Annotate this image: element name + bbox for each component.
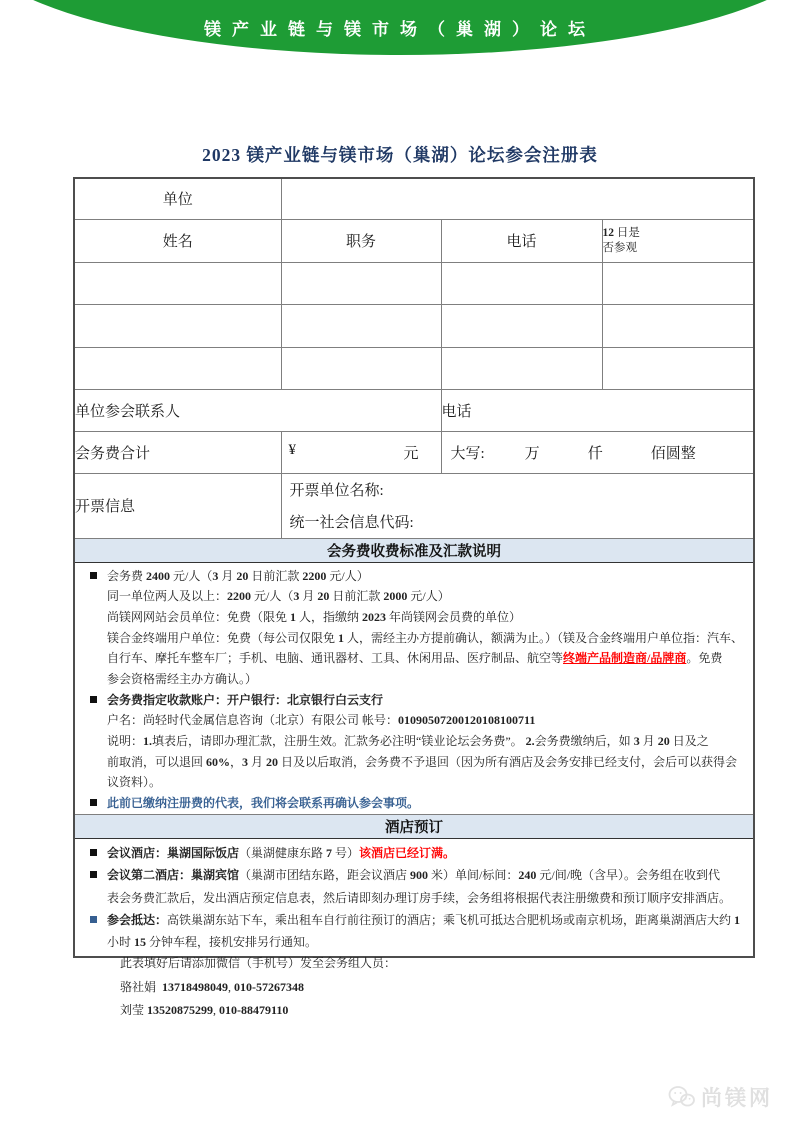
square-bullet-icon [90,916,97,923]
bullet-line [75,909,753,931]
banner-title: 镁产业链与镁市场（巢湖）论坛 [204,20,596,39]
text-segment: 会务费 2400 元/人（3 月 20 日前汇款 2200 元/人） [107,568,369,583]
text-segment: 会议第二酒店：巢湖宾馆 [107,868,240,883]
number-text: 3 [293,589,300,604]
text-segment: 前取消，可以退回 60%，3 月 20 日及以后取消，会务费不予退回（因为所有酒店及会务安排已经支付，会后可以获得会 [107,754,738,769]
text-line [75,710,753,731]
number-text: 240 [518,868,537,883]
number-text: 2. [525,734,535,748]
text-line [75,648,753,669]
hotel-section-body-row [74,838,754,957]
hotel-section-header-row [74,814,754,838]
number-text: 7 [326,845,333,860]
phone-input-cell[interactable] [441,347,602,389]
text-segment: 议资料）。 [107,775,162,790]
number-text: 2400 [146,568,171,583]
text-line [120,976,396,1000]
title-input-cell[interactable] [281,347,441,389]
name-input-cell[interactable] [74,304,281,347]
square-bullet-icon [90,849,97,856]
number-text: 20 [236,568,249,583]
text-segment: 小时 15 分钟车程，接机安排另行通知。 [107,935,318,950]
text-line [603,241,754,256]
fee-section-body [74,562,754,814]
title-header-cell: 职务 [281,219,441,262]
unit-label-cell: 单位 [74,178,281,219]
number-text: 2200 [302,568,327,583]
square-bullet-icon [90,696,97,703]
text-line [75,887,753,909]
footer-contact-block [120,952,396,1023]
hotel-section-header: 酒店预订 [74,814,754,838]
number-text: 010-88479110 [219,1003,289,1017]
number-text: 13718498049 [162,979,229,994]
text-line [75,669,753,690]
attendee-row [74,304,754,347]
text-segment: 高铁巢湖东站下车，乘出租车自行前往预订的酒店；乘飞机可抵达合肥机场或南京机场，距离巢湖酒店大约 1 [167,912,741,927]
text-line [120,952,396,976]
text-segment: （巢湖市团结东路，距会议酒店 900 米）单间/标间：240 元/间/晚（含早）。会务组在收到代 [239,868,721,883]
caps-bai: 佰圆整 [650,445,696,462]
fee-section-body-row [74,562,754,814]
text-segment: 12 日是 [602,226,640,239]
top-banner [0,0,800,72]
text-segment: 否参观 [602,241,637,254]
square-bullet-icon [90,799,97,806]
phone-header-cell: 电话 [441,219,602,262]
number-text: 010-57267348 [234,979,305,994]
text-segment: 刘莹 13520875299, 010-88479110 [120,1003,289,1017]
text-segment: 会务费指定收款账户：开户银行：北京银行白云支行 [107,692,384,707]
attend-input-cell[interactable] [602,347,754,389]
number-text: 20 [317,589,330,604]
invoice-value-cell[interactable] [281,473,754,538]
text-line [75,731,753,752]
attendee-row [74,262,754,304]
fee-total-row [74,431,754,473]
text-line [75,772,753,793]
number-text: 2000 [383,589,408,604]
name-header-cell: 姓名 [74,219,281,262]
attendee-header-row [74,219,754,262]
contact-label-cell: 单位参会联系人 [74,389,441,431]
text-line [75,586,753,607]
text-segment: （巢湖健康东路 7 号） [239,845,360,860]
text-segment: 户名：尚轻时代金属信息咨询（北京）有限公司 帐号：01090507200120108100711 [107,713,536,728]
fee-total-label-cell: 会务费合计 [74,431,281,473]
invoice-code-label: 统一社会信息代码: [289,514,414,531]
text-line [120,999,396,1023]
hotel-lines [75,842,753,954]
attend-input-cell[interactable] [602,304,754,347]
invoice-label-cell: 开票信息 [74,473,281,538]
number-text: 3 [242,754,249,769]
text-line [75,607,753,628]
text-segment: 此表填好后请添加微信（手机号）发至会务组人员： [120,956,397,970]
caps-qian: 仟 [587,445,603,462]
hotel-section-body [74,838,754,957]
number-text: 1 [338,630,345,645]
bullet-line [75,566,753,587]
watermark-text: 尚镁网 [701,1087,773,1110]
number-text: 3 [212,568,219,583]
phone-input-cell[interactable] [441,304,602,347]
caps-label: 大写: [450,445,485,462]
attend-header-cell [602,219,754,262]
number-text: 1 [290,609,297,624]
number-text: 12 [602,226,614,239]
text-segment: 说明：1.填表后，请即办理汇款，注册生效。汇款务必注明“镁业论坛会务费”。 2.会务费缴纳后，如 3 月 20 日及之 [107,734,709,748]
text-segment: 自行车、摩托车整车厂；手机、电脑、通讯器材、工具、休闲用品、医疗制品、航空等 [107,651,564,666]
contact-phone-cell[interactable]: 电话 [441,389,754,431]
bullet-line [75,864,753,886]
watermark [668,1082,773,1112]
unit-value-cell[interactable] [281,178,754,219]
title-input-cell[interactable] [281,304,441,347]
bullet-line [75,690,753,711]
registration-table [73,177,755,958]
number-text: 3 [633,734,640,748]
number-text: 60% [206,754,231,769]
attendee-row [74,347,754,389]
name-input-cell[interactable] [74,262,281,304]
name-input-cell[interactable] [74,347,281,389]
text-line [75,931,753,953]
text-segment: 会议酒店：巢湖国际饭店 [107,845,240,860]
text-segment: 表会务费汇款后，发出酒店预定信息表，然后请即刻办理订房手续，会务组将根据代表注册缴费和预订顺序安排酒店。 [107,890,732,905]
fee-lines [75,566,753,814]
number-text: 13520875299 [147,1003,214,1017]
text-segment: 。免费 [686,651,723,666]
currency-unit: 元 [403,445,419,462]
text-segment: 参会资格需经主办方确认。） [107,671,258,686]
caps-wan: 万 [524,445,540,462]
number-text: 900 [410,868,429,883]
invoice-row [74,473,754,538]
fee-caps-cell[interactable] [441,431,754,473]
fee-section-header: 会务费收费标准及汇款说明 [74,538,754,562]
currency-symbol: ¥ [288,441,296,458]
bullet-line [75,842,753,864]
wechat-icon [668,1085,696,1109]
number-text: 01090507200120108100711 [398,713,536,728]
text-segment: 尚镁网网站会员单位：免费（限免 1 人，指缴纳 2023 年尚镁网会员费的单位） [107,609,522,624]
contact-row [74,389,754,431]
title-input-cell[interactable] [281,262,441,304]
text-segment: 镁合金终端用户单位：免费（每公司仅限免 1 人，需经主办方提前确认，额满为止。）（镁及合金终端用户单位指：汽车、 [107,630,744,645]
text-line [603,226,754,241]
page-title: 2023 镁产业链与镁市场（巢湖）论坛参会注册表 [202,145,598,165]
number-text: 20 [657,734,670,748]
text-segment: 终端产品制造商/品牌商 [563,651,687,666]
number-text: 2023 [362,609,387,624]
phone-input-cell[interactable] [441,262,602,304]
square-bullet-icon [90,572,97,579]
number-text: 2200 [227,589,252,604]
unit-row [74,178,754,219]
attend-input-cell[interactable] [602,262,754,304]
text-line [75,752,753,773]
fee-amount-cell[interactable] [281,431,441,473]
text-segment: 该酒店已经订满。 [359,845,456,860]
number-text: 1. [143,734,153,748]
number-text: 20 [266,754,279,769]
text-segment: 参会抵达： [107,912,168,927]
square-bullet-icon [90,871,97,878]
number-text: 1 [734,912,741,927]
fee-section-header-row [74,538,754,562]
text-line [75,628,753,649]
text-segment: 同一单位两人及以上：2200 元/人（3 月 20 日前汇款 2000 元/人） [107,589,450,604]
invoice-name-label: 开票单位名称: [289,482,384,499]
text-segment: 骆社娟 13718498049, 010-57267348 [120,979,305,994]
text-segment: 此前已缴纳注册费的代表，我们将会联系再确认参会事项。 [107,796,420,811]
bullet-line [75,793,753,814]
number-text: 15 [134,935,147,950]
